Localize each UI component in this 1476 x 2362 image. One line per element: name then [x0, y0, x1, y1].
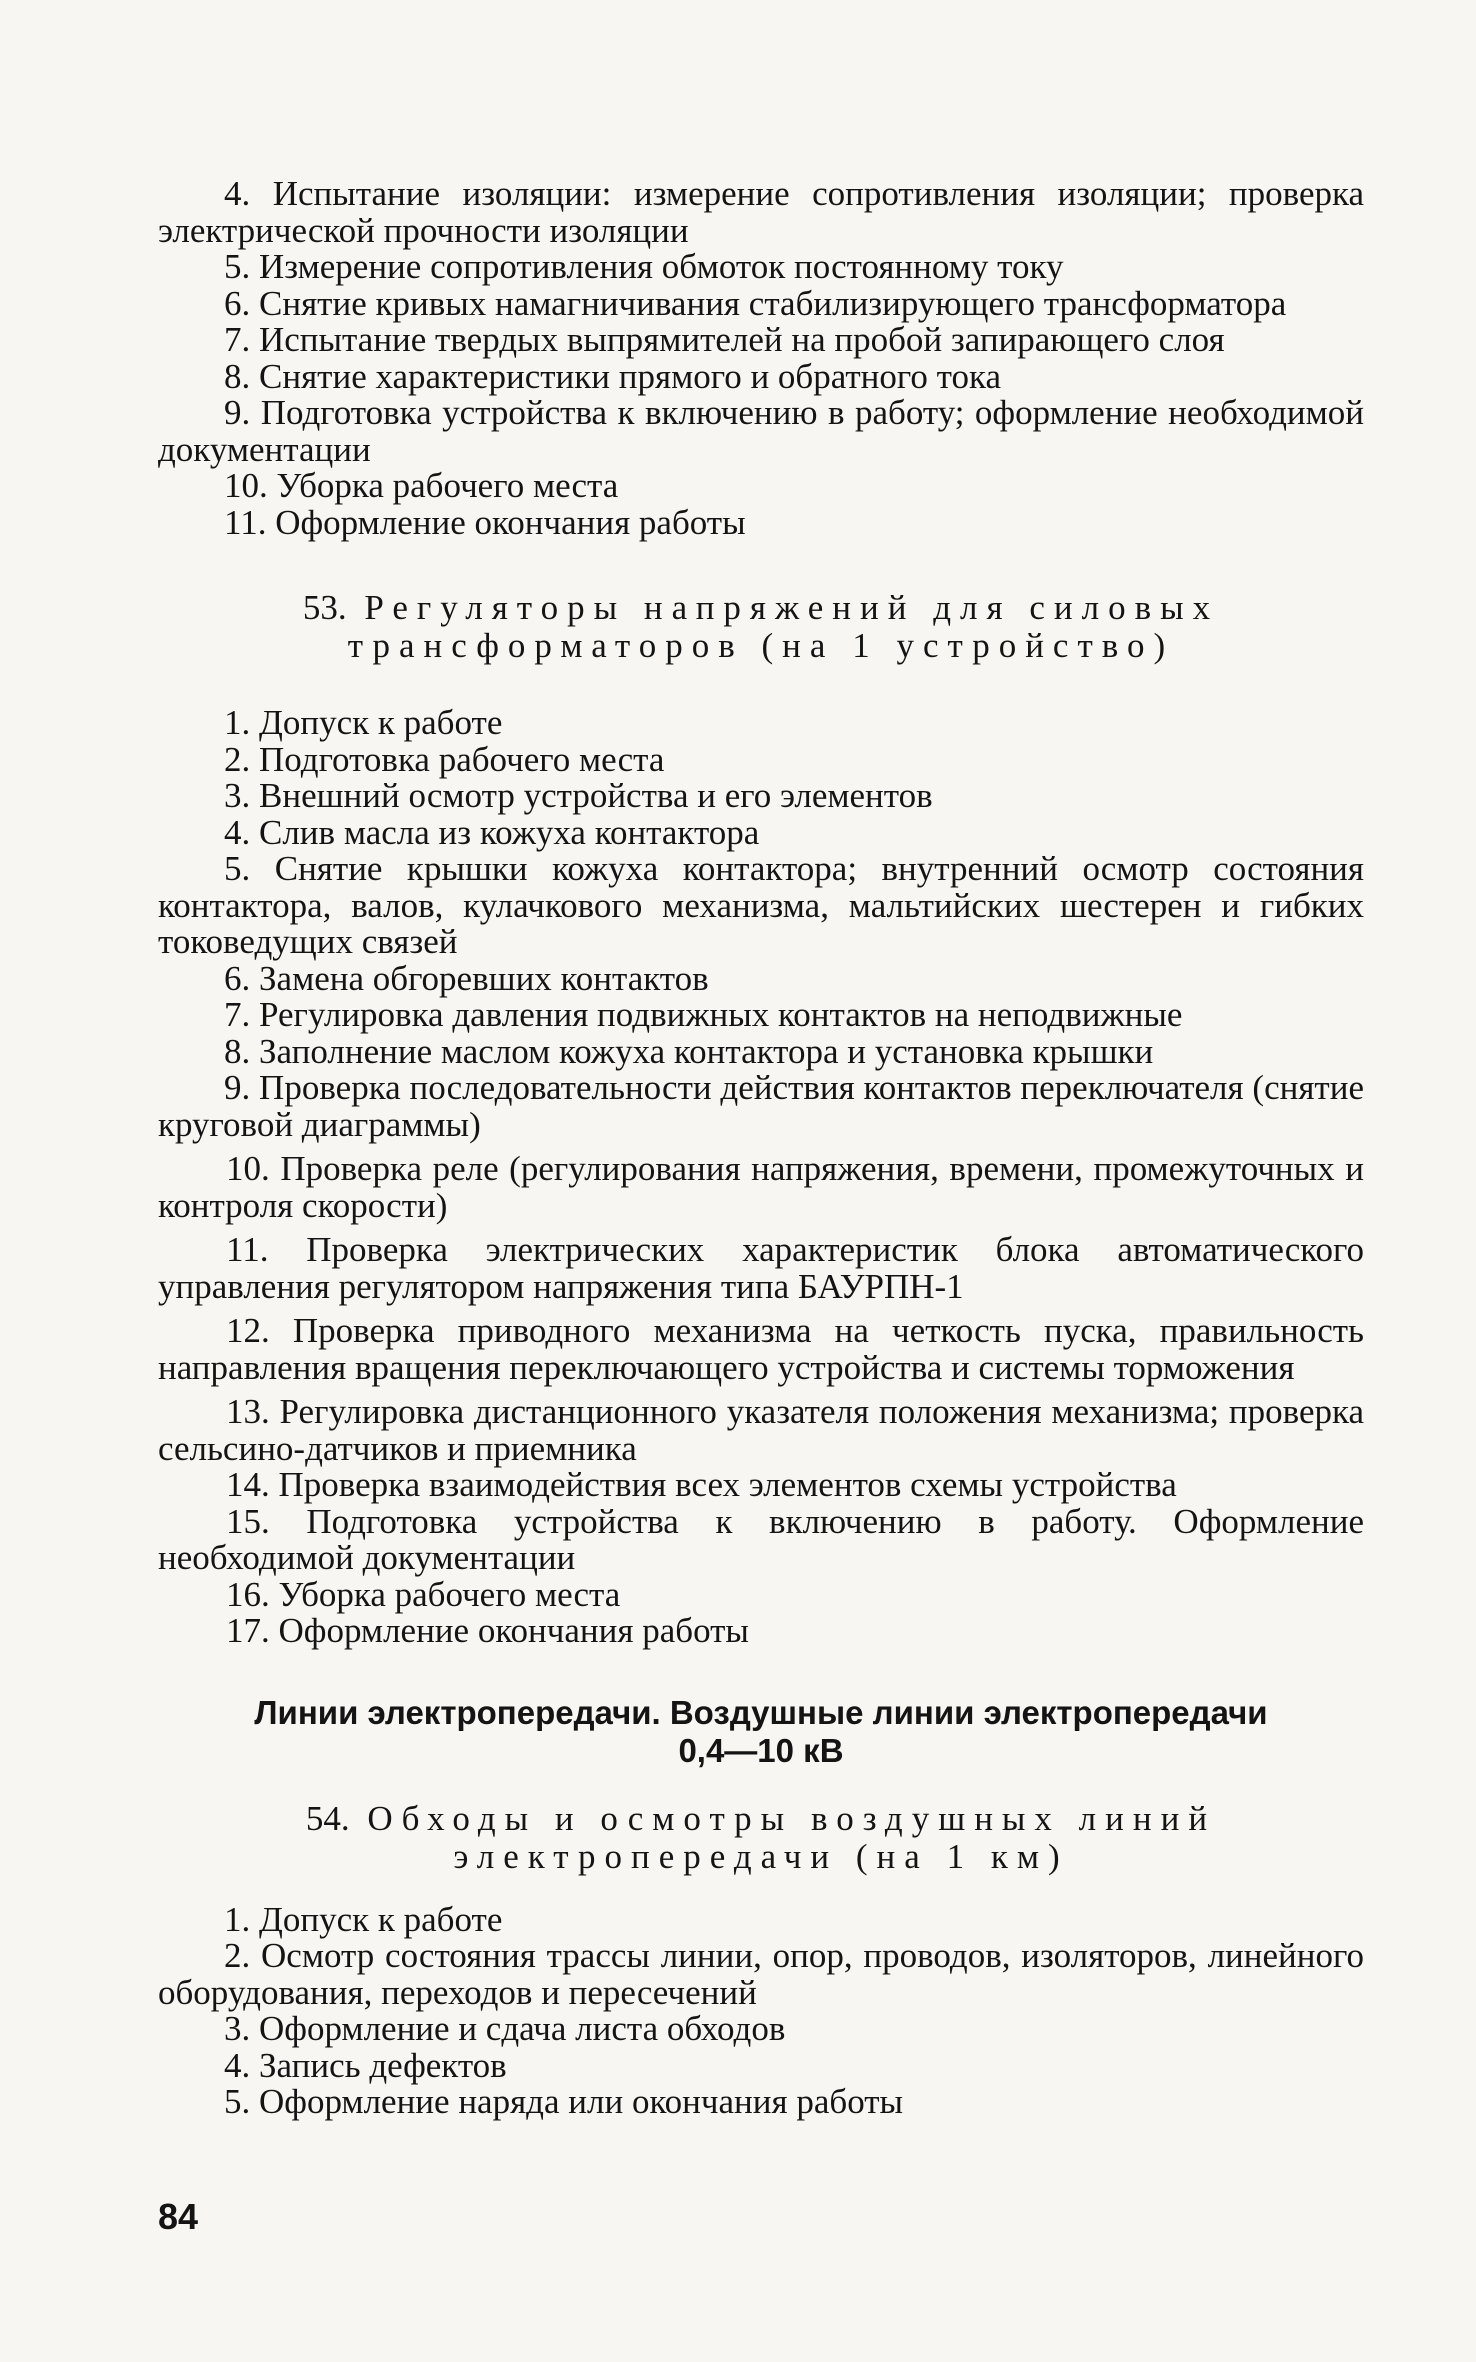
section-54-title — [158, 1800, 1364, 1876]
list-item: 9. Проверка последовательности действия контактов переключателя (снятие круговой диаграммы) — [158, 1068, 1364, 1144]
list-item: 12. Проверка приводного механизма на четкость пуска, правильность направления вращения переключающего устройства и системы торможения — [158, 1311, 1364, 1387]
list-item: 14. Проверка взаимодействия всех элементов схемы устройства — [226, 1465, 1177, 1504]
list-item: 7. Испытание твердых выпрямителей на пробой запирающего слоя — [224, 320, 1225, 359]
section-54-list — [158, 1899, 1364, 2121]
page-number: 84 — [158, 2196, 199, 2237]
list-item: 8. Заполнение маслом кожуха контактора и установка крышки — [224, 1031, 1154, 1071]
list-item: 9. Подготовка устройства к включению в работу; оформление необходимой документации — [158, 393, 1364, 469]
list-item: 4. Слив масла из кожуха контактора — [224, 812, 760, 852]
list-item: 6. Снятие кривых намагничивания стабилизирующего трансформатора — [224, 283, 1287, 323]
part-heading-line2: 0,4—10 кВ — [678, 1731, 844, 1769]
part-heading — [158, 1694, 1364, 1770]
list-item: 11. Оформление окончания работы — [224, 502, 746, 542]
list-item: 13. Регулировка дистанционного указателя положения механизма; проверка сельсино-датчиков и приемника — [158, 1392, 1364, 1468]
section-53-list — [158, 705, 1364, 1650]
page-body — [158, 176, 1364, 2121]
section-53-title-line2: трансформаторов (на 1 устройство) — [347, 626, 1175, 665]
list-item: 1. Допуск к работе — [224, 1899, 503, 1939]
list-item: 5. Снятие крышки кожуха контактора; внутренний осмотр состояния контактора, валов, кулачкового механизма, мальтийских шестерен и гибких токоведущих связей — [158, 849, 1364, 961]
section-54-number: 54. — [305, 1798, 350, 1838]
list-item: 5. Измерение сопротивления обмоток постоянному току — [224, 247, 1064, 286]
list-item: 4. Запись дефектов — [224, 2045, 507, 2085]
section-54-title-line1: Обходы и осмотры воздушных линий — [367, 1798, 1217, 1838]
list-item: 11. Проверка электрических характеристик блока автоматического управления регулятором напряжения типа БАУРПН-1 — [158, 1230, 1364, 1306]
list-item: 6. Замена обгоревших контактов — [224, 958, 709, 998]
list-item: 10. Уборка рабочего места — [224, 466, 619, 505]
list-item: 4. Испытание изоляции: измерение сопротивления изоляции; проверка электрической прочности изоляции — [158, 174, 1364, 250]
section-53-title-line1: Регуляторы напряжений для силовых — [364, 588, 1220, 627]
list-item: 1. Допуск к работе — [224, 703, 503, 742]
intro-list — [158, 176, 1364, 541]
section-53-number: 53. — [302, 588, 347, 627]
list-item: 2. Подготовка рабочего места — [224, 739, 665, 779]
list-item: 8. Снятие характеристики прямого и обратного тока — [224, 356, 1001, 396]
section-54-title-line2: электропередачи (на 1 км) — [453, 1836, 1069, 1876]
list-item: 7. Регулировка давления подвижных контактов на неподвижные — [224, 995, 1183, 1034]
list-item: 16. Уборка рабочего места — [226, 1574, 621, 1614]
section-53-title — [158, 589, 1364, 665]
list-item: 5. Оформление наряда или окончания работы — [224, 2082, 904, 2121]
list-item: 15. Подготовка устройства к включению в работу. Оформление необходимой документации — [158, 1501, 1364, 1577]
list-item: 17. Оформление окончания работы — [226, 1611, 749, 1650]
part-heading-line1: Линии электропередачи. Воздушные линии электропередачи — [254, 1693, 1268, 1731]
list-item: 10. Проверка реле (регулирования напряжения, времени, промежуточных и контроля скорости) — [158, 1149, 1364, 1225]
list-item: 2. Осмотр состояния трассы линии, опор, проводов, изоляторов, линейного оборудования, переходов и пересечений — [158, 1936, 1364, 2012]
list-item: 3. Оформление и сдача листа обходов — [224, 2009, 786, 2048]
list-item: 3. Внешний осмотр устройства и его элементов — [224, 776, 933, 815]
